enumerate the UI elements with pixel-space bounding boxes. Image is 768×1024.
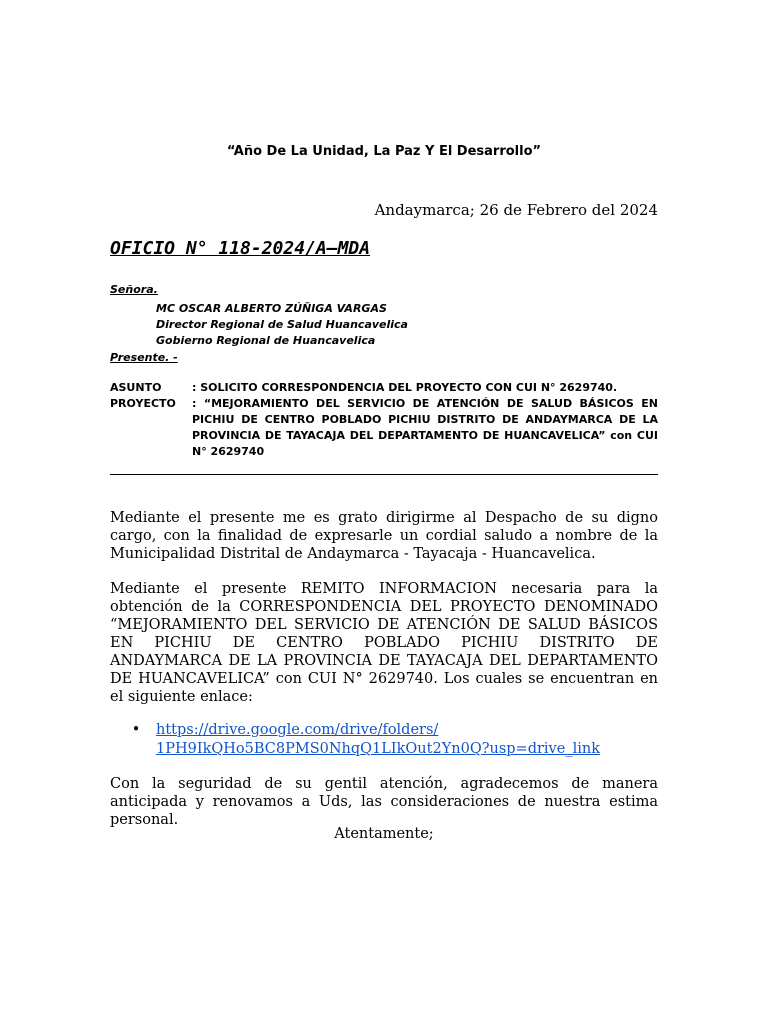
subject-block bbox=[110, 380, 658, 460]
drive-link-line-2: 1PH9IkQHo5BC8PMS0NhqQ1LIkOut2Yn0Q?usp=drive_link bbox=[156, 741, 600, 757]
salutation: Señora. bbox=[110, 283, 158, 296]
header-divider bbox=[110, 474, 658, 475]
paragraph-greeting: Mediante el presente me es grato dirigirme al Despacho de su digno cargo, con la finalidad de expresarle un cordial saludo a nombre de la Municipalidad Distrital de Andaymarca - Tayacaja - Huancavelica. bbox=[110, 510, 658, 562]
asunto-value: : SOLICITO CORRESPONDENCIA DEL PROYECTO CON CUI N° 2629740. bbox=[192, 381, 618, 394]
place-date: Andaymarca; 26 de Febrero del 2024 bbox=[374, 201, 658, 219]
recipient-name: MC OSCAR ALBERTO ZÚÑIGA VARGAS bbox=[156, 302, 387, 315]
oficio-number: OFICIO N° 118-2024/A–MDA bbox=[110, 238, 371, 259]
paragraph-closing: Con la seguridad de su gentil atención, agradecemos de manera anticipada y renovamos a Uds, las consideraciones de nuestra estima personal. bbox=[110, 776, 658, 828]
year-motto: “Año De La Unidad, La Paz Y El Desarrollo” bbox=[226, 144, 542, 159]
recipient-organization: Gobierno Regional de Huancavelica bbox=[156, 334, 376, 347]
proyecto-label: PROYECTO bbox=[110, 397, 176, 410]
recipient-block bbox=[110, 283, 658, 349]
presente-label: Presente. - bbox=[110, 351, 178, 364]
list-item bbox=[110, 721, 658, 759]
closing-text: Atentamente; bbox=[334, 826, 434, 842]
bullet-icon: • bbox=[131, 722, 141, 738]
link-list bbox=[110, 721, 658, 759]
asunto-label: ASUNTO bbox=[110, 381, 162, 394]
proyecto-value: : “MEJORAMIENTO DEL SERVICIO DE ATENCIÓN DE SALUD BÁSICOS EN PICHIU DE CENTRO POBLADO PICHIU DISTRITO DE ANDAYMARCA DE LA PROVINCIA DE TAYACAJA DEL DEPARTAMENTO DE HUANCAVELICA” con CUI N° 2629740 bbox=[192, 397, 658, 458]
drive-link-line-1: https://drive.google.com/drive/folders/ bbox=[156, 722, 439, 738]
paragraph-remito: Mediante el presente REMITO INFORMACION necesaria para la obtención de la CORRESPONDENCIA DEL PROYECTO DENOMINADO “MEJORAMIENTO DEL SERVICIO DE ATENCIÓN DE SALUD BÁSICOS EN PICHIU DE CENTRO POBLADO PICHIU DISTRITO DE ANDAYMARCA DE LA PROVINCIA DE TAYACAJA DEL DEPARTAMENTO DE HUANCAVELICA” con CUI N° 2629740. Los cuales se encuentran en el siguiente enlace: bbox=[110, 581, 658, 705]
recipient-lines bbox=[156, 301, 658, 349]
asunto-row bbox=[110, 380, 658, 396]
drive-link[interactable] bbox=[156, 721, 600, 759]
recipient-title: Director Regional de Salud Huancavelica bbox=[156, 318, 408, 331]
proyecto-row bbox=[110, 396, 658, 460]
